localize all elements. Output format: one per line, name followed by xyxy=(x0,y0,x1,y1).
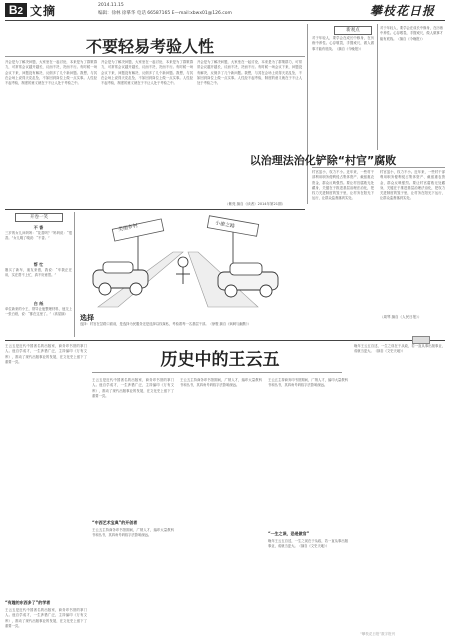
section-letter: B xyxy=(8,3,18,17)
section-name: 文摘 xyxy=(30,4,57,18)
divider-h2-tag xyxy=(412,336,430,344)
article3-col1b: 王云五是近代中国著名的出版家，商务印书馆的掌门人。他自学成才，一生涉猎广泛，主持编印《万有文库》，推动了现代出版事业的发展，在文化史上留下了重要一页。 xyxy=(5,608,87,628)
car-left-icon xyxy=(93,262,148,295)
article1-byline: （紫苑 摘自《读者》2014年第21期） xyxy=(225,202,285,206)
humor-column xyxy=(5,212,72,337)
article3-col2b: 王云五主持商务印书馆期间，广纳人才，编印大量教科书和丛书，其四角号码检字法影响深远。 xyxy=(92,528,174,538)
page-number: 2 xyxy=(17,6,24,17)
header xyxy=(0,0,450,22)
humor-column-label: 开卷一笑 xyxy=(15,213,63,222)
humor-text-1: 三岁的女儿问妈妈：“花香吗？”妈妈说：“很香。”女儿嗅了嗅说：“不香。” xyxy=(5,231,72,241)
article3-col5: 晚年王云五自述，一生之误在于从政，若一直从事出版事业，成就当更大。（摘自《文史天地》） xyxy=(354,344,445,354)
cartoon-image xyxy=(78,212,306,312)
header-rule xyxy=(5,20,445,21)
article3-heading-2: “中西艺术宝典”的开创者 xyxy=(92,520,138,525)
humor-text-3: 单位新来的小王，领导让他整理材料，他交上一张白纸，说：“都在这里了。”（高星摘） xyxy=(5,307,72,317)
article3-heading-1: “有趣的东西多了”的学者 xyxy=(5,600,51,605)
humor-text-2: 刚买了新车，朋友来借，我说：“车我正在用，实在帮不上忙，真不好意思。” xyxy=(5,268,72,278)
divider-h2 xyxy=(5,340,445,341)
article2-title-rule xyxy=(312,167,445,168)
cartoon-panel xyxy=(78,212,306,312)
article3-col2: 王云五是近代中国著名的出版家，商务印书馆的掌门人。他自学成才，一生涉猎广泛，主持编印《万有文库》，推动了现代出版事业的发展，在文化史上留下了重要一页。 xyxy=(92,378,174,398)
article3-title: 历史中的王云五 xyxy=(160,350,280,370)
article3-heading-3: “一生之误，恐是做官” xyxy=(268,531,310,536)
article1-body-col2: 开会是为了解决问题，大家坐在一起讨论，本来是为了群策群力，可常常会议越开越长，议而不决，决而不行。有时候一场会议下来，问题没有解决，反倒多了几个新问题。我想，与其在会场上说得天花乱坠，不如回到岗位上做一点实事。人性经不起考验，制度的意义就在于不让人处于考验之中。 xyxy=(101,60,193,86)
article2-title: 以治理法治化铲除“村官”腐败 xyxy=(249,154,397,167)
divider-h1 xyxy=(5,209,305,210)
humor-title-1: 不 香 xyxy=(33,225,44,230)
new-view-text-left: 对于年轻人，要学会在成长中修身，在历练中养性。心存敬畏，手握戒尺，做人做事才能有底线。（摘自《今晚报》） xyxy=(312,36,374,51)
cartoon-sign-right: 小康之路 xyxy=(214,220,236,230)
cartoon-caption: 选择：村官在岔路口面前，是选择为民服务还是选择以权谋私，考验着每一名基层干部。（徐骏 摘自《讽刺与幽默》） xyxy=(80,322,251,326)
article1-body-col1: 开会是为了解决问题，大家坐在一起讨论，本来是为了群策群力，可常常会议越开越长，议而不决，决而不行。有时候一场会议下来，问题没有解决，反倒多了几个新问题。我想，与其在会场上说得天花乱坠，不如回到岗位上做一点实事。人性经不起考验，制度的意义就在于不让人处于考验之中。 xyxy=(5,60,97,86)
article1-body-col3: 开会是为了解决问题，大家坐在一起讨论，本来是为了群策群力，可常常会议越开越长，议而不决，决而不行。有时候一场会议下来，问题没有解决，反倒多了几个新问题。我想，与其在会场上说得天花乱坠，不如回到岗位上做一点实事。人性经不起考验，制度的意义就在于不让人处于考验之中。 xyxy=(197,60,302,86)
divider-box xyxy=(377,24,378,150)
article3-col4: 王云五主持商务印书馆期间，广纳人才，编印大量教科书和丛书，其四角号码检字法影响深远。 xyxy=(268,378,348,388)
masthead-logo: 攀枝花日报 xyxy=(370,4,436,18)
article3-col4b: 晚年王云五自述，一生之误在于从政，若一直从事出版事业，成就当更大。（摘自《文史天地》） xyxy=(268,539,348,549)
car-right-icon xyxy=(218,263,278,297)
issue-date: 2014.11.15 xyxy=(98,3,124,8)
humor-title-3: 白 纸 xyxy=(33,301,44,306)
section-tag xyxy=(5,3,27,17)
article1-title-rule xyxy=(5,56,305,57)
editor-line: 编辑：徐林 徐摹华 电话 66587165 E—mail:xbwx01@126.com xyxy=(98,11,232,16)
article2-body-col1: 村官虽小，权力不小。近年来，一些村干部利用职务便利侵占集体资产、截留惠农资金，群众反映强烈。要让村官腐败无处藏身，关键在于推进基层治理法治化，把权力关进制度的笼子里，让村务在阳光下运行，让群众监督落到实处。 xyxy=(312,170,374,201)
divider-v1 xyxy=(307,24,308,204)
cartoon-label: 选择 xyxy=(80,314,94,322)
watermark: “攀枝花日报”数字报刊 xyxy=(360,632,396,636)
article3-col1: 王云五是近代中国著名的出版家，商务印书馆的掌门人。他自学成才，一生涉猎广泛，主持编印《万有文库》，推动了现代出版事业的发展，在文化史上留下了重要一页。 xyxy=(5,344,87,364)
cartoon-sign-left: 美丽乡村 xyxy=(117,222,139,234)
article2-byline: （周琴 摘自《人民日报》） xyxy=(380,315,422,319)
divider-v2 xyxy=(74,212,75,337)
article3-col3: 王云五主持商务印书馆期间，广纳人才，编印大量教科书和丛书，其四角号码检字法影响深远。 xyxy=(180,378,262,388)
new-view-label: 新观点 xyxy=(334,26,372,35)
article3-title-rule xyxy=(92,372,342,373)
new-view-text-right: 对于年轻人，要学会在成长中修身，在历练中养性。心存敬畏，手握戒尺，做人做事才能有底线。（摘自《今晚报》） xyxy=(380,26,443,41)
article1-title: 不要轻易考验人性 xyxy=(85,37,214,56)
article2-body-col2: 村官虽小，权力不小。近年来，一些村干部利用职务便利侵占集体资产、截留惠农资金，群众反映强烈。要让村官腐败无处藏身，关键在于推进基层治理法治化，把权力关进制度的笼子里，让村务在阳光下运行，让群众监督落到实处。 xyxy=(380,170,445,201)
humor-title-2: 帮 忙 xyxy=(33,262,44,267)
